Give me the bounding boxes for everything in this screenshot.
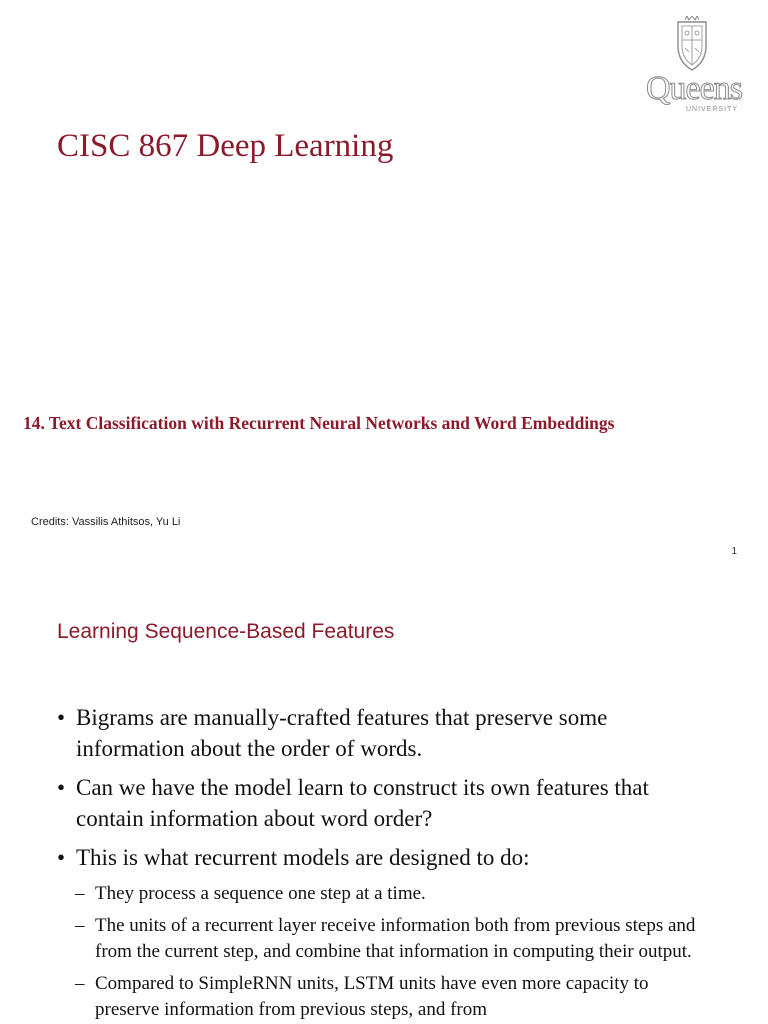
sub-bullet-text: Compared to SimpleRNN units, LSTM units have even more capacity to preserve information from previous steps, and from bbox=[95, 973, 649, 1020]
sub-bullet-text: The units of a recurrent layer receive information both from previous steps and from the current step, and combine that information in computing their output. bbox=[95, 915, 696, 962]
sub-bullet-item bbox=[57, 913, 717, 965]
lecture-title: 14. Text Classification with Recurrent Neural Networks and Word Embeddings bbox=[23, 413, 615, 433]
queens-university-crest-icon bbox=[672, 16, 712, 72]
logo-wordmark: Queens bbox=[646, 70, 742, 107]
credits-line: Credits: Vassilis Athitsos, Yu Li bbox=[31, 516, 181, 528]
dash-marker: – bbox=[75, 973, 85, 994]
university-logo bbox=[644, 14, 744, 113]
logo-subline: UNIVERSITY bbox=[686, 106, 739, 113]
content-slide bbox=[0, 576, 768, 1024]
dash-marker: – bbox=[75, 883, 85, 904]
sub-bullet-item bbox=[57, 971, 717, 1023]
bullet-list bbox=[57, 702, 717, 1024]
course-title: CISC 867 Deep Learning bbox=[57, 128, 394, 164]
sub-bullet-text: They process a sequence one step at a time. bbox=[95, 883, 426, 904]
sub-bullet-item bbox=[57, 881, 717, 907]
slide-number: 1 bbox=[731, 546, 737, 557]
bullet-item: • Can we have the model learn to construct its own features that contain information about word order? bbox=[57, 772, 717, 834]
dash-marker: – bbox=[75, 915, 85, 936]
bullet-item: • Bigrams are manually-crafted features that preserve some information about the order of words. bbox=[57, 702, 717, 764]
bullet-item: • This is what recurrent models are designed to do: bbox=[57, 842, 717, 873]
slide-title: Learning Sequence-Based Features bbox=[57, 620, 395, 643]
